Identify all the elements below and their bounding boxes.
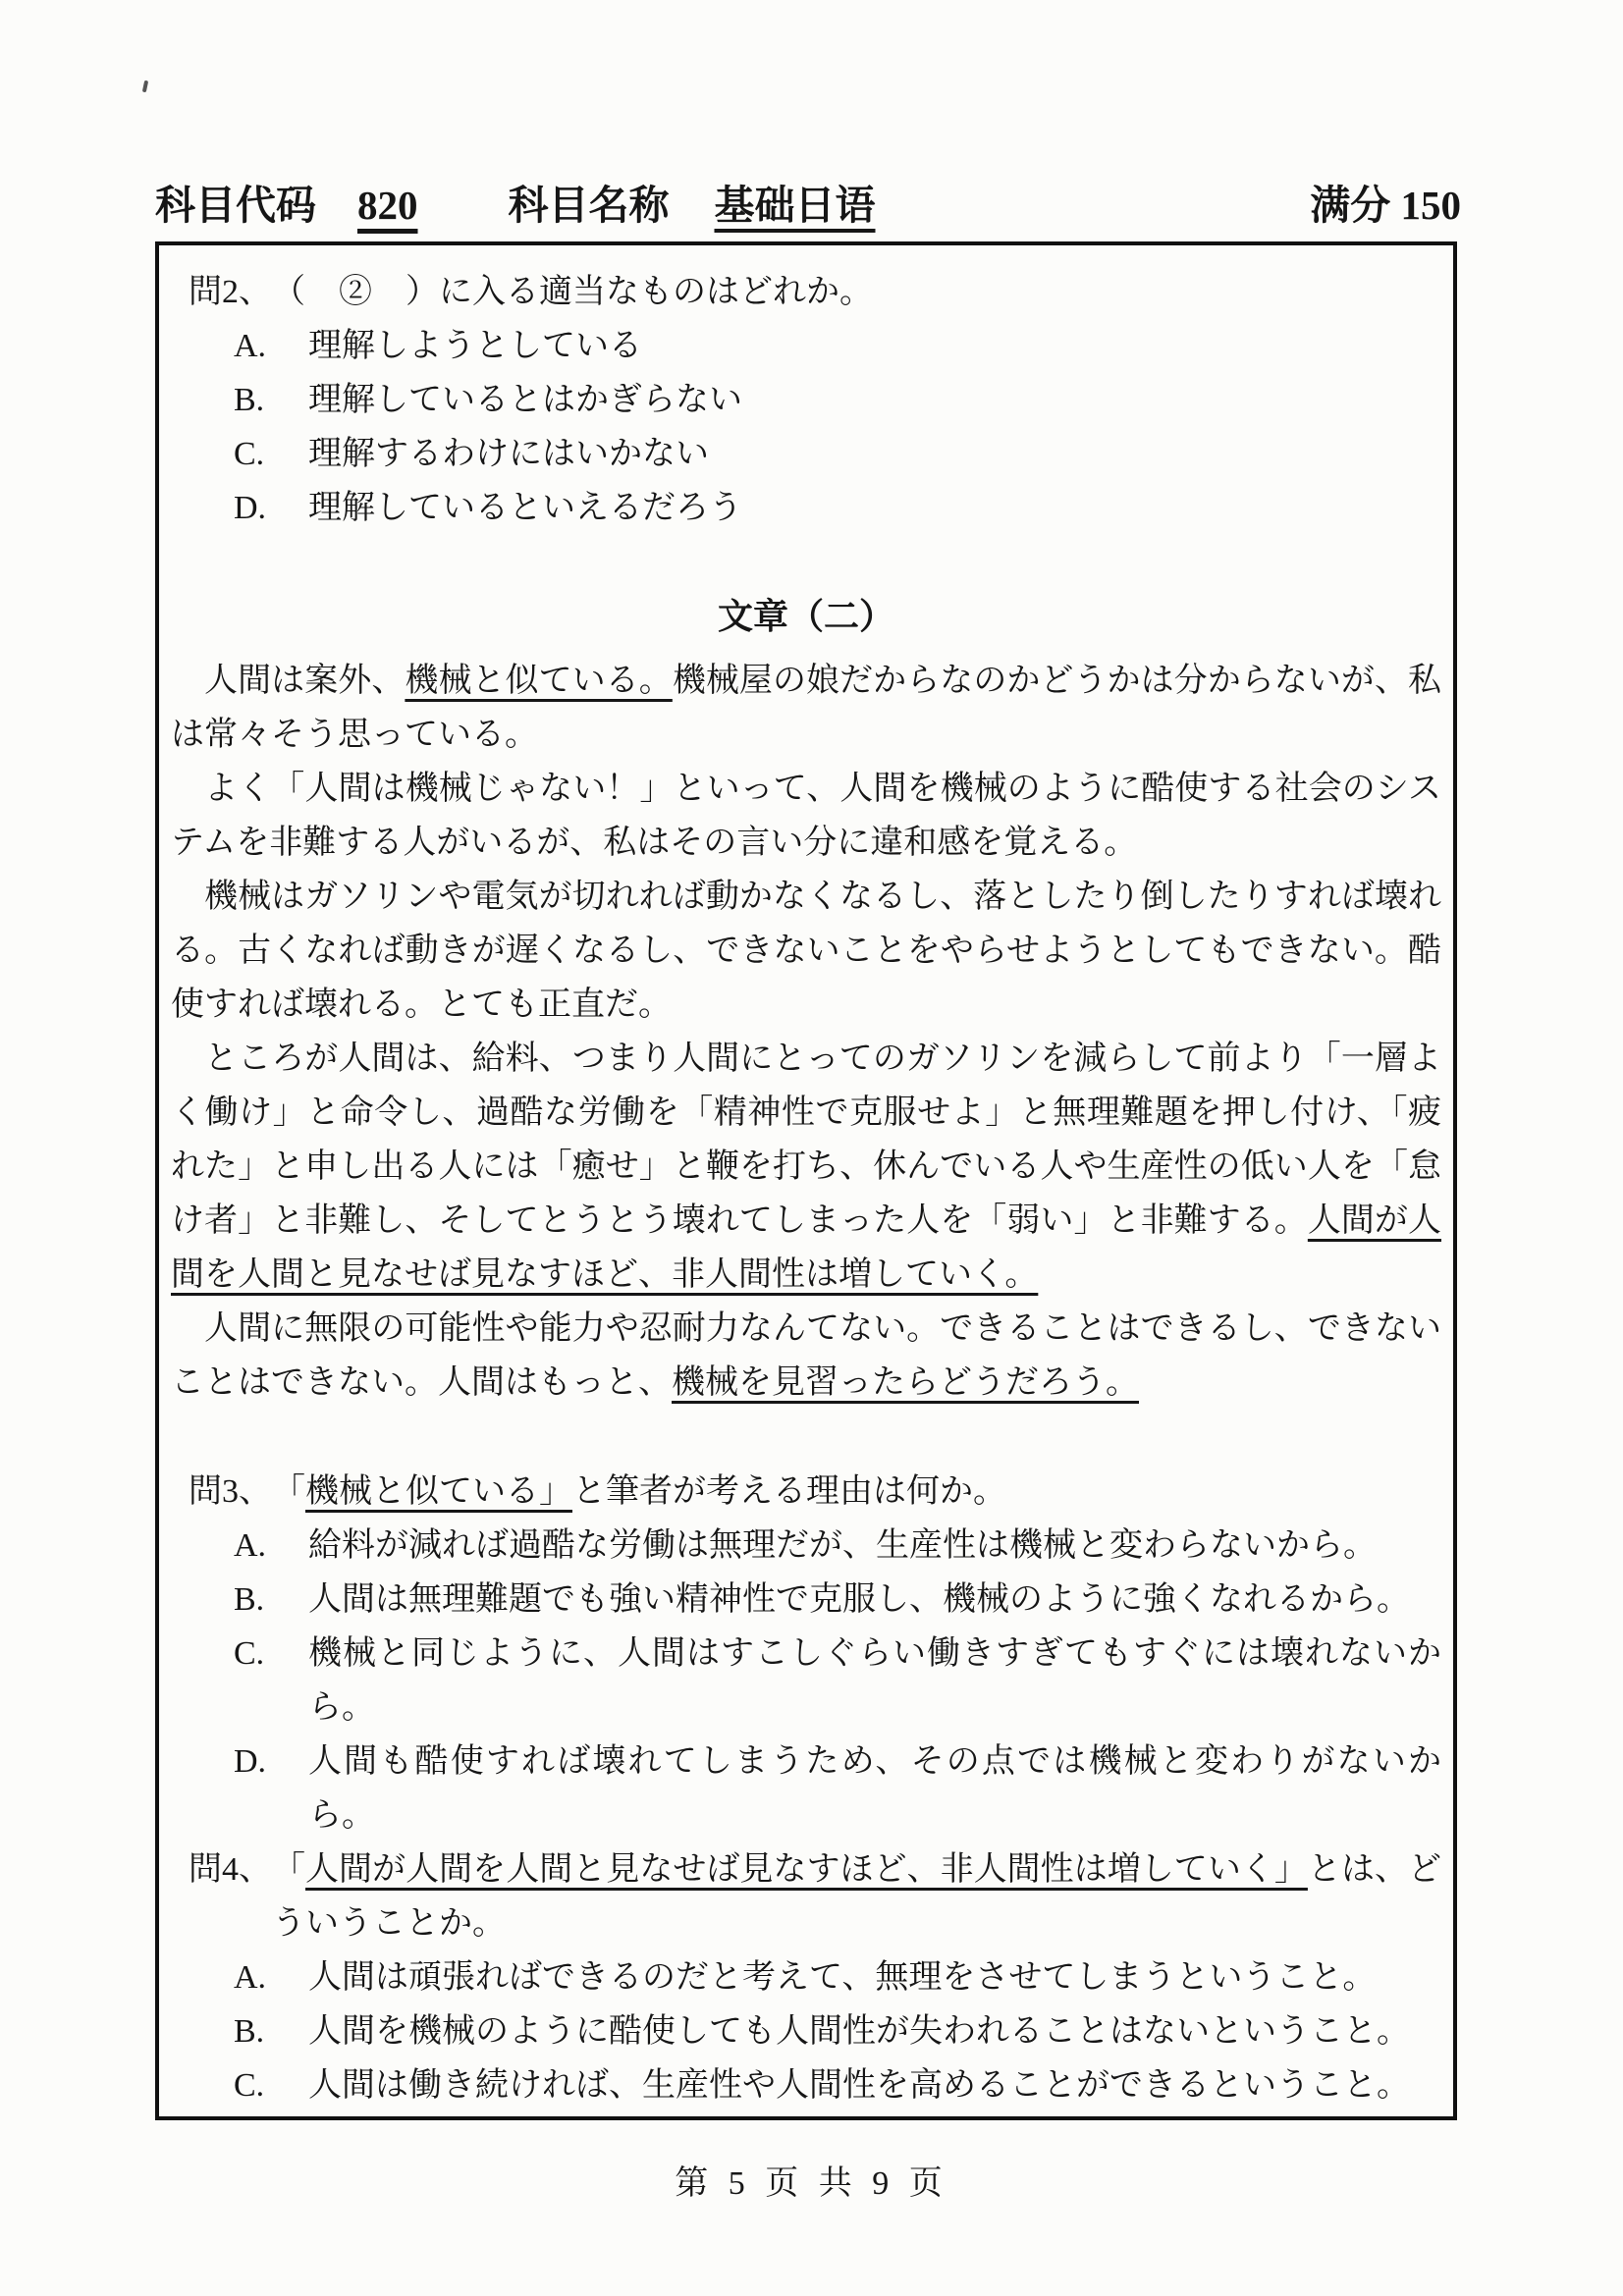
question-4-option-a <box>189 1950 1441 2004</box>
question-2-option-c <box>189 427 1441 481</box>
question-3-option-a <box>189 1519 1441 1573</box>
option-text <box>308 2112 1441 2120</box>
option-text: 給料が減れば過酷な労働は無理だが、生産性は機械と変わらないから。 <box>308 1527 1377 1564</box>
page-number-footer: 第 5 页 共 9 页 <box>675 2165 948 2202</box>
option-text: 人間は無理難題でも強い精神性で克服し、機械のように強くなれるから。 <box>308 1581 1410 1618</box>
option-letter: C. <box>234 1635 265 1672</box>
option-text: 機械と同じように、人間はすこしぐらい働きすぎてもすぐには壊れないから。 <box>308 1635 1441 1726</box>
text-segment: 機械はガソリンや電気が切れれば動かなくなるし、落としたり倒したりすれば壊れる。古くなれば動きが遅くなるし、できないことをやらせようとしてもできない。酷使すれば壊れる。とても正直だ。 <box>171 879 1441 1023</box>
option-letter: D. <box>234 1743 267 1780</box>
question-3 <box>189 1465 1441 1842</box>
question-3-option-c <box>189 1627 1441 1735</box>
passage-paragraph-2 <box>171 762 1441 870</box>
question-4-option-d <box>189 2112 1441 2120</box>
option-text: 人間も酷使すれば壊れてしまうため、その点では機械と変わりがないから。 <box>308 1743 1441 1834</box>
question-2 <box>189 265 1441 535</box>
question-2-option-a <box>189 319 1441 373</box>
text-segment: 人間に無限の可能性や能力や忍耐力なんてない。できることはできるし、できないことはできない。人間はもっと、 <box>171 1310 1441 1401</box>
question-4-number: 問4、 <box>189 1851 272 1888</box>
option-text: 人間は頑張ればできるのだと考えて、無理をさせてしまうということ。 <box>308 1959 1377 1996</box>
passage-paragraph-1 <box>171 654 1441 762</box>
text-segment: 「 <box>272 1851 306 1888</box>
passage-paragraph-5 <box>171 1302 1441 1410</box>
question-4-stem <box>189 1842 1441 1950</box>
question-2-text: （ ② ）に入る適当なものはどれか。 <box>272 274 873 310</box>
option-text: 理解しているとはかぎらない <box>308 382 742 418</box>
question-2-stem <box>189 265 1441 319</box>
option-letter: D. <box>234 490 267 526</box>
question-2-number: 問2、 <box>189 274 272 310</box>
option-letter: A. <box>234 1959 267 1996</box>
question-3-option-b <box>189 1573 1441 1627</box>
question-3-stem <box>189 1465 1441 1519</box>
option-letter: A. <box>234 1527 267 1564</box>
text-segment: ところが人間は、給料、つまり人間にとってのガソリンを減らして前より「一層よく働け」と命令し、過酷な労働を「精神性で克服せよ」と無理難題を押し付け、「疲れた」と申し出る人には「癒せ」と鞭を打ち、休んでいる人や生産性の低い人を「怠け者」と非難し、そしてとうとう壊れてしまった人を「弱い」と非難する。 <box>171 1041 1441 1239</box>
question-2-option-d <box>189 481 1441 535</box>
option-text: 人間を機械のように酷使しても人間性が失われることはないということ。 <box>308 2013 1410 2050</box>
option-text: 理解しようとしている <box>308 328 642 364</box>
question-2-option-b <box>189 373 1441 427</box>
option-letter: A. <box>234 328 267 364</box>
option-letter: B. <box>234 382 265 418</box>
underlined-phrase: 人間が人間を人間と見なせば見なすほど、非人間性は増していく」 <box>305 1851 1308 1888</box>
question-3-option-d <box>189 1735 1441 1842</box>
subject-code-value: 820 <box>357 183 418 228</box>
question-4-option-c <box>189 2058 1441 2112</box>
question-4-text <box>272 1842 1441 1950</box>
option-letter: B. <box>234 1581 265 1618</box>
passage-paragraph-3 <box>171 870 1441 1032</box>
subject-code-label: 科目代码 <box>155 183 316 228</box>
underlined-phrase: 人間が人間を人間と見なせば見なすほど、非人間性は増していく。 <box>171 1202 1442 1293</box>
subject-name-value: 基础日语 <box>714 183 876 228</box>
question-3-number: 問3、 <box>189 1473 272 1510</box>
text-segment: とは、どういうことか。 <box>272 1851 1442 1942</box>
subject-name-label: 科目名称 <box>508 183 670 228</box>
option-letter: B. <box>234 2013 265 2050</box>
page-header <box>155 173 1461 231</box>
exam-content-box <box>155 241 1457 2120</box>
full-score: 满分 150 <box>1310 183 1461 228</box>
scan-speck <box>142 80 148 93</box>
option-text: 理解するわけにはいかない <box>308 436 709 472</box>
text-segment: と筆者が考える理由は何か。 <box>572 1473 1006 1510</box>
question-4-option-b <box>189 2004 1441 2058</box>
text-segment: 機械屋の娘だからなのかどうかは分からないが、私は常々そう思っている。 <box>171 663 1442 753</box>
passage-paragraph-4 <box>171 1032 1441 1302</box>
passage-title: 文章（二） <box>717 597 894 636</box>
option-text: 人間は働き続ければ、生産性や人間性を高めることができるということ。 <box>308 2067 1410 2104</box>
option-letter <box>234 2112 308 2120</box>
underlined-phrase: 機械を見習ったらどうだろう。 <box>672 1364 1139 1401</box>
question-4 <box>189 1842 1441 2120</box>
underlined-phrase: 機械と似ている」 <box>305 1473 572 1510</box>
text-segment: 「 <box>272 1473 305 1510</box>
option-letter: C. <box>234 436 265 472</box>
option-letter: C. <box>234 2067 265 2104</box>
question-3-text <box>272 1465 1441 1519</box>
text-segment: 人間は案外、 <box>171 663 406 699</box>
text-segment: よく「人間は機械じゃない！」といって、人間を機械のように酷使する社会のシステムを非難する人がいるが、私はその言い分に違和感を覚える。 <box>171 771 1441 861</box>
underlined-phrase: 機械と似ている。 <box>405 663 673 699</box>
option-text: 理解しているといえるだろう <box>308 490 742 526</box>
